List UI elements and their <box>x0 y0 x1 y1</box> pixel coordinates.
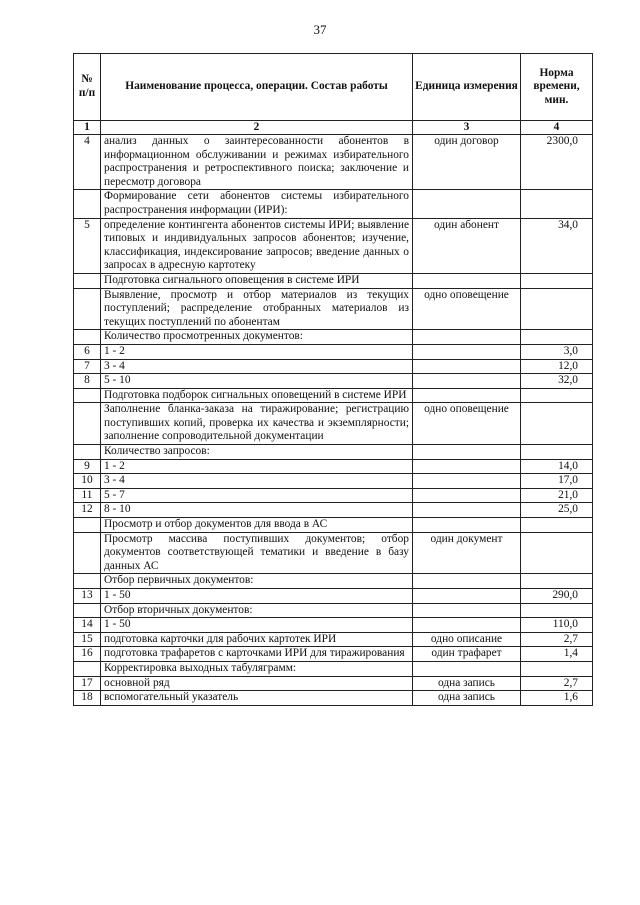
row-unit-cell <box>413 589 521 604</box>
row-norm-cell: 2300,0 <box>521 135 593 190</box>
row-unit-cell <box>413 518 521 533</box>
table-row <box>74 488 593 503</box>
table-row <box>74 618 593 633</box>
row-norm-cell: 2,7 <box>521 676 593 691</box>
table-header-row <box>74 54 593 121</box>
row-norm-cell <box>521 273 593 288</box>
row-norm-cell <box>521 403 593 445</box>
row-number-cell: 7 <box>74 359 101 374</box>
table-row <box>74 459 593 474</box>
table-row <box>74 330 593 345</box>
table-row <box>74 474 593 489</box>
table-row <box>74 532 593 574</box>
row-name-cell: Просмотр и отбор документов для ввода в АС <box>101 518 413 533</box>
row-name-cell: 3 - 4 <box>101 359 413 374</box>
row-name-cell: 5 - 7 <box>101 488 413 503</box>
table-row <box>74 218 593 273</box>
row-unit-cell <box>413 488 521 503</box>
row-number-cell <box>74 330 101 345</box>
row-norm-cell: 1,4 <box>521 647 593 662</box>
header-norm: Норма времени, мин. <box>521 54 593 121</box>
row-norm-cell: 21,0 <box>521 488 593 503</box>
table-body <box>74 135 593 706</box>
row-number-cell <box>74 445 101 460</box>
row-norm-cell: 1,6 <box>521 691 593 706</box>
row-number-cell: 13 <box>74 589 101 604</box>
table-row <box>74 632 593 647</box>
row-norm-cell: 25,0 <box>521 503 593 518</box>
row-norm-cell <box>521 330 593 345</box>
row-norm-cell <box>521 190 593 218</box>
row-name-cell: Корректировка выходных табуляграмм: <box>101 661 413 676</box>
row-number-cell <box>74 661 101 676</box>
row-norm-cell <box>521 445 593 460</box>
header-unit: Единица измерения <box>413 54 521 121</box>
table-row <box>74 691 593 706</box>
row-number-cell: 17 <box>74 676 101 691</box>
column-index: 2 <box>101 121 413 135</box>
row-norm-cell: 3,0 <box>521 344 593 359</box>
row-norm-cell: 110,0 <box>521 618 593 633</box>
row-name-cell: 3 - 4 <box>101 474 413 489</box>
row-name-cell: основной ряд <box>101 676 413 691</box>
row-name-cell: Выявление, просмотр и отбор материалов из текущих поступлений; распределение отобранных материалов из текущих поступлений по абонентам <box>101 288 413 330</box>
table-row <box>74 647 593 662</box>
row-unit-cell <box>413 273 521 288</box>
table-row <box>74 574 593 589</box>
row-norm-cell: 32,0 <box>521 374 593 389</box>
row-number-cell: 15 <box>74 632 101 647</box>
row-unit-cell <box>413 445 521 460</box>
row-name-cell: Просмотр массива поступивших документов; отбор документов соответствующей тематики и введение в базу данных АС <box>101 532 413 574</box>
table-row <box>74 503 593 518</box>
row-name-cell: Отбор первичных документов: <box>101 574 413 589</box>
table-row <box>74 518 593 533</box>
row-unit-cell <box>413 661 521 676</box>
table-row <box>74 273 593 288</box>
row-unit-cell: один документ <box>413 532 521 574</box>
row-number-cell <box>74 288 101 330</box>
row-name-cell: 1 - 2 <box>101 344 413 359</box>
header-num: № п/п <box>74 54 101 121</box>
header-name: Наименование процесса, операции. Состав работы <box>101 54 413 121</box>
row-name-cell: Количество запросов: <box>101 445 413 460</box>
row-unit-cell <box>413 603 521 618</box>
row-number-cell <box>74 190 101 218</box>
row-unit-cell: один абонент <box>413 218 521 273</box>
row-number-cell: 6 <box>74 344 101 359</box>
row-number-cell <box>74 388 101 403</box>
row-unit-cell: один трафарет <box>413 647 521 662</box>
row-number-cell <box>74 518 101 533</box>
row-name-cell: 5 - 10 <box>101 374 413 389</box>
table-row <box>74 344 593 359</box>
row-name-cell: подготовка карточки для рабочих картотек ИРИ <box>101 632 413 647</box>
row-name-cell: Отбор вторичных документов: <box>101 603 413 618</box>
row-unit-cell: одно оповещение <box>413 288 521 330</box>
row-norm-cell: 290,0 <box>521 589 593 604</box>
row-number-cell: 8 <box>74 374 101 389</box>
row-unit-cell <box>413 374 521 389</box>
row-norm-cell <box>521 388 593 403</box>
row-number-cell <box>74 603 101 618</box>
row-norm-cell: 2,7 <box>521 632 593 647</box>
table-row <box>74 359 593 374</box>
row-number-cell: 16 <box>74 647 101 662</box>
column-index: 4 <box>521 121 593 135</box>
row-norm-cell <box>521 603 593 618</box>
row-norm-cell <box>521 661 593 676</box>
row-unit-cell <box>413 459 521 474</box>
row-number-cell: 14 <box>74 618 101 633</box>
row-number-cell: 9 <box>74 459 101 474</box>
row-norm-cell <box>521 518 593 533</box>
row-name-cell: 8 - 10 <box>101 503 413 518</box>
row-number-cell: 12 <box>74 503 101 518</box>
row-unit-cell <box>413 574 521 589</box>
row-number-cell: 18 <box>74 691 101 706</box>
row-norm-cell: 12,0 <box>521 359 593 374</box>
row-number-cell: 11 <box>74 488 101 503</box>
column-index: 3 <box>413 121 521 135</box>
table-row <box>74 288 593 330</box>
row-name-cell: анализ данных о заинтересованности абонентов в информационном обслуживании и режимах избирательного распространения и ретроспективного поиска; заключение и пересмотр договора <box>101 135 413 190</box>
row-unit-cell: одна запись <box>413 676 521 691</box>
row-unit-cell: одно описание <box>413 632 521 647</box>
table-row <box>74 388 593 403</box>
table-row <box>74 403 593 445</box>
column-index-row <box>74 121 593 135</box>
row-name-cell: Подготовка подборок сигнальных оповещений в системе ИРИ <box>101 388 413 403</box>
row-unit-cell: один договор <box>413 135 521 190</box>
table-row <box>74 445 593 460</box>
row-name-cell: 1 - 50 <box>101 618 413 633</box>
table-row <box>74 374 593 389</box>
table-row <box>74 135 593 190</box>
row-name-cell: 1 - 2 <box>101 459 413 474</box>
table-row <box>74 676 593 691</box>
row-unit-cell <box>413 388 521 403</box>
row-number-cell <box>74 403 101 445</box>
table-row <box>74 190 593 218</box>
row-norm-cell <box>521 288 593 330</box>
table-row <box>74 589 593 604</box>
row-unit-cell <box>413 190 521 218</box>
row-unit-cell <box>413 344 521 359</box>
row-norm-cell: 34,0 <box>521 218 593 273</box>
row-unit-cell <box>413 503 521 518</box>
row-norm-cell: 17,0 <box>521 474 593 489</box>
row-name-cell: Формирование сети абонентов системы избирательного распространения информации (ИРИ): <box>101 190 413 218</box>
row-unit-cell <box>413 359 521 374</box>
row-name-cell: Заполнение бланка-заказа на тиражирование; регистрацию поступивших копий, проверка их качества и экземплярности; заполнение сопроводительной документации <box>101 403 413 445</box>
page-number: 37 <box>313 22 327 37</box>
row-name-cell: определение контингента абонентов системы ИРИ; выявление типовых и индивидуальных запросов абонентов; изучение, классификация, индексирование запросов; введение данных о запросах в адресную картотеку <box>101 218 413 273</box>
row-unit-cell <box>413 474 521 489</box>
row-number-cell <box>74 273 101 288</box>
row-name-cell: подготовка трафаретов с карточками ИРИ для тиражирования <box>101 647 413 662</box>
row-name-cell: Количество просмотренных документов: <box>101 330 413 345</box>
row-number-cell <box>74 574 101 589</box>
row-number-cell: 4 <box>74 135 101 190</box>
row-number-cell: 5 <box>74 218 101 273</box>
row-unit-cell <box>413 330 521 345</box>
row-norm-cell <box>521 532 593 574</box>
row-number-cell: 10 <box>74 474 101 489</box>
table-row <box>74 603 593 618</box>
row-number-cell <box>74 532 101 574</box>
row-norm-cell: 14,0 <box>521 459 593 474</box>
row-name-cell: 1 - 50 <box>101 589 413 604</box>
table-row <box>74 661 593 676</box>
row-name-cell: Подготовка сигнального оповещения в системе ИРИ <box>101 273 413 288</box>
row-unit-cell <box>413 618 521 633</box>
row-unit-cell: одна запись <box>413 691 521 706</box>
column-index: 1 <box>74 121 101 135</box>
row-unit-cell: одно оповещение <box>413 403 521 445</box>
row-name-cell: вспомогательный указатель <box>101 691 413 706</box>
row-norm-cell <box>521 574 593 589</box>
norms-table <box>73 53 593 706</box>
